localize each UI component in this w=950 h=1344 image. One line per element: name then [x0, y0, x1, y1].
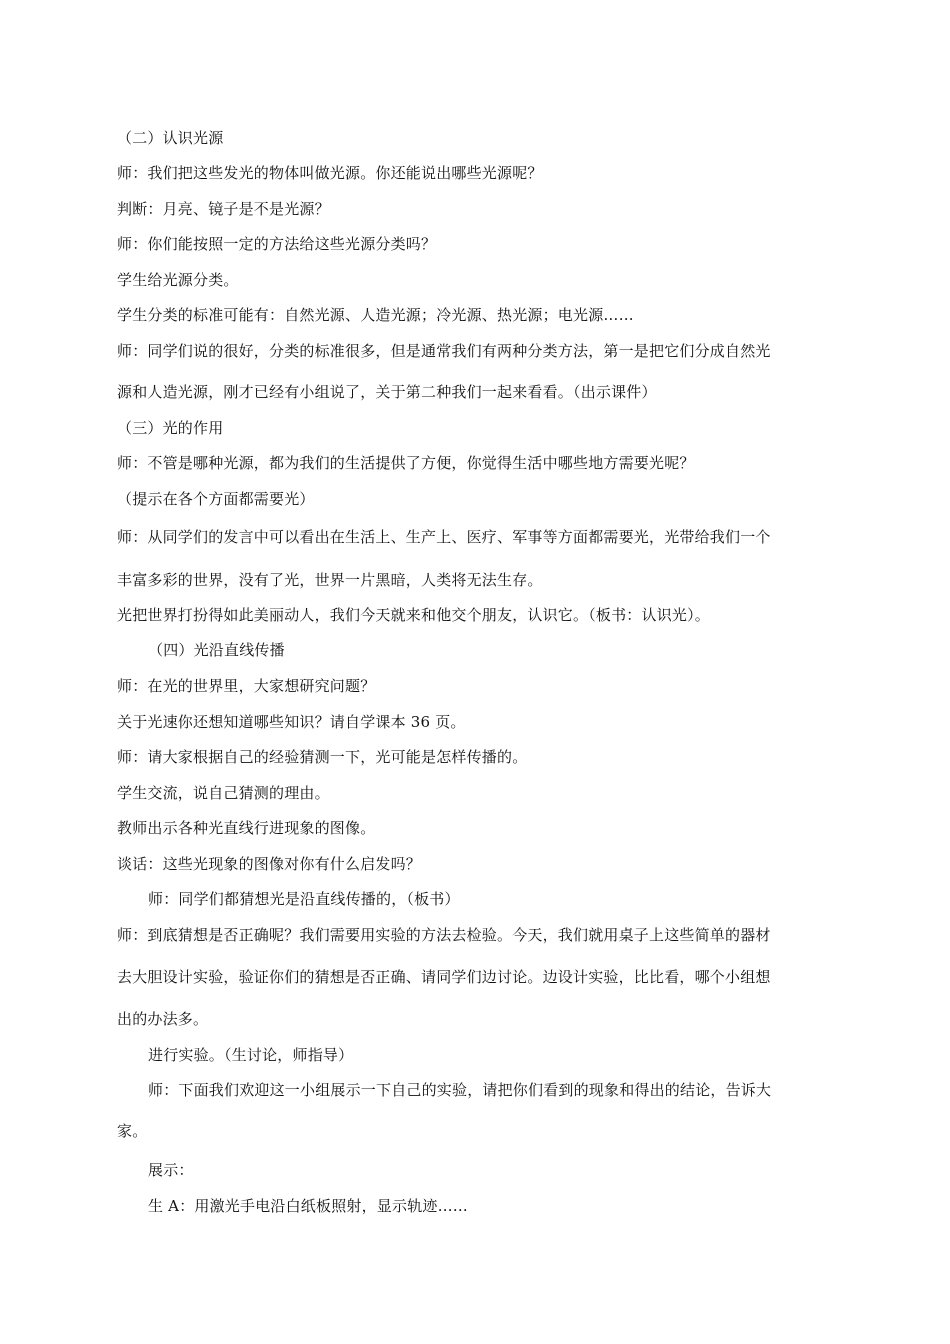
text-line: 师：到底猜想是否正确呢？我们需要用实验的方法去检验。今天，我们就用桌子上这些简单的器材	[117, 926, 771, 944]
text-line: 出的办法多。	[117, 1010, 209, 1028]
text-line: 谈话：这些光现象的图像对你有什么启发吗？	[117, 855, 422, 873]
text-line: 教师出示各种光直线行进现象的图像。	[117, 819, 376, 837]
section-heading-3: （三）光的作用	[117, 419, 224, 437]
text-line: 学生交流，说自己猜测的理由。	[117, 784, 330, 802]
text-line: 师：在光的世界里，大家想研究问题？	[117, 677, 376, 695]
text-line: 源和人造光源，刚才已经有小组说了，关于第二种我们一起来看看。（出示课件）	[117, 383, 657, 401]
text-line: 师：不管是哪种光源，都为我们的生活提供了方便，你觉得生活中哪些地方需要光呢？	[117, 454, 695, 472]
text-line: 进行实验。（生讨论，师指导）	[148, 1046, 354, 1064]
text-line: 丰富多彩的世界，没有了光，世界一片黑暗，人类将无法生存。	[117, 571, 543, 589]
text-line: 家。	[117, 1122, 148, 1140]
text-line: 去大胆设计实验，验证你们的猜想是否正确、请同学们边讨论。边设计实验，比比看，哪个小组想	[117, 968, 771, 986]
text-line: 学生分类的标准可能有：自然光源、人造光源；冷光源、热光源；电光源……	[117, 306, 634, 324]
text-line: 师：请大家根据自己的经验猜测一下，光可能是怎样传播的。	[117, 748, 528, 766]
text-line: 展示：	[148, 1161, 194, 1179]
text-line: （提示在各个方面都需要光）	[117, 490, 315, 508]
text-line: 光把世界打扮得如此美丽动人，我们今天就来和他交个朋友，认识它。（板书：认识光）。	[117, 606, 711, 624]
text-line: 师：同学们说的很好，分类的标准很多，但是通常我们有两种分类方法，第一是把它们分成自然光	[117, 342, 771, 360]
text-line: 师：同学们都猜想光是沿直线传播的，（板书）	[148, 890, 460, 908]
text-line: 师：你们能按照一定的方法给这些光源分类吗？	[117, 235, 437, 253]
text-line: 判断：月亮、镜子是不是光源？	[117, 200, 330, 218]
text-line: 学生给光源分类。	[117, 271, 239, 289]
text-line: 师：下面我们欢迎这一小组展示一下自己的实验，请把你们看到的现象和得出的结论，告诉大	[148, 1081, 772, 1099]
text-line: 师：我们把这些发光的物体叫做光源。你还能说出哪些光源呢？	[117, 164, 543, 182]
text-line: 关于光速你还想知道哪些知识？请自学课本 36 页。	[117, 713, 466, 731]
section-heading-2: （二）认识光源	[117, 129, 224, 147]
text-line: 师：从同学们的发言中可以看出在生活上、生产上、医疗、军事等方面都需要光，光带给我们一个	[117, 528, 771, 546]
section-heading-4: （四）光沿直线传播	[148, 641, 285, 659]
text-line: 生 A：用激光手电沿白纸板照射，显示轨迹……	[148, 1197, 469, 1215]
